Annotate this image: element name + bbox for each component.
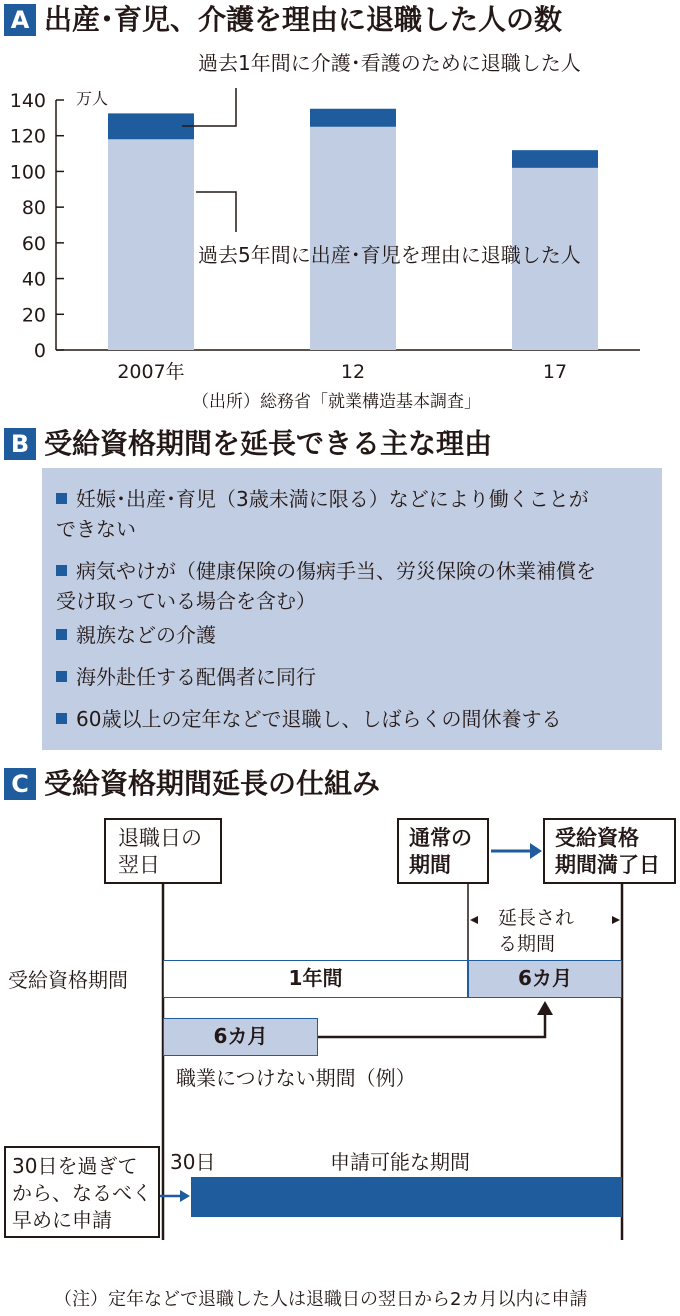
y-tick-label: 80 (21, 197, 46, 220)
arrow-right-icon (180, 1190, 190, 1202)
normal-period-box (397, 818, 489, 884)
unable-six-months-label: 6カ月 (213, 1024, 268, 1048)
period-label: 受給資格期間 (8, 968, 128, 992)
section-a-letter: A (4, 4, 36, 36)
normal-box-line: 通常の (409, 826, 472, 850)
footnote: （注）定年などで退職した人は退職日の翌日から2カ月以内に申請 (54, 1289, 588, 1310)
six-months-label: 6カ月 (518, 966, 572, 990)
reason-line: 妊娠･出産･育児（3歳未満に限る）などにより働くことが (76, 487, 589, 511)
unable-period-label: 職業につけない期間（例） (176, 1066, 416, 1090)
arrow-right-icon (530, 843, 542, 859)
x-tick-label: 17 (542, 361, 568, 383)
one-year-label: 1年間 (288, 966, 343, 990)
reason-line: できない (56, 517, 136, 541)
extended-label-line2: る期間 (498, 933, 556, 955)
section-c-title: 受給資格期間延長の仕組み (44, 767, 381, 800)
apply-box (4, 1146, 160, 1238)
apply-box-line: 早めに申請 (12, 1208, 112, 1232)
six-months-segment (468, 960, 622, 998)
y-tick-label: 60 (21, 232, 46, 255)
legend-childcare: 過去5年間に出産･育児を理由に退職した人 (198, 243, 581, 267)
end-box (543, 818, 676, 884)
one-year-segment (163, 960, 468, 998)
section-b-title: 受給資格期間を延長できる主な理由 (44, 427, 493, 460)
y-tick-label: 120 (9, 125, 46, 148)
arrow-up-icon (537, 1001, 553, 1015)
connector-line (318, 1013, 545, 1037)
y-tick-label: 40 (21, 268, 46, 291)
reason-line: 親族などの介護 (76, 623, 216, 647)
y-tick-label: 100 (9, 161, 46, 184)
legend-care: 過去1年間に介護･看護のために退職した人 (198, 51, 581, 75)
day30-label: 30日 (170, 1150, 216, 1174)
apply-period-bar (191, 1177, 622, 1217)
section-c-letter: C (4, 768, 36, 800)
extended-label-line1: 延長され (494, 906, 578, 930)
reason-line: 受け取っている場合を含む） (56, 589, 316, 613)
start-box (104, 818, 222, 884)
arrow-right-icon (612, 916, 620, 924)
reason-line: 海外赴任する配偶者に同行 (76, 665, 316, 689)
section-b-letter: B (4, 428, 36, 460)
y-tick-label: 0 (33, 340, 46, 362)
arrow-left-icon (470, 916, 478, 924)
unit-label: 万人 (76, 89, 109, 108)
apply-box-line: から、なるべく (12, 1181, 152, 1205)
apply-period-label: 申請可能な期間 (330, 1150, 470, 1174)
start-box-line: 翌日 (118, 853, 160, 877)
reason-line: 60歳以上の定年などで退職し、しばらくの間休養する (76, 707, 562, 731)
x-tick-label: 12 (340, 361, 366, 383)
normal-box-line: 期間 (409, 853, 451, 877)
end-box-line: 受給資格 (555, 826, 639, 850)
apply-box-line: 30日を過ぎて (12, 1154, 138, 1178)
y-tick-label: 20 (21, 304, 46, 327)
y-tick-label: 140 (9, 90, 46, 112)
start-box-line: 退職日の (118, 826, 202, 850)
source-note: （出所）総務省「就業構造基本調査」 (192, 392, 481, 412)
x-tick-label: 2007年 (117, 361, 185, 383)
unable-period-segment (163, 1018, 318, 1056)
section-a-title: 出産･育児、介護を理由に退職した人の数 (44, 3, 563, 36)
end-box-line: 期間満了日 (555, 853, 660, 877)
reason-line: 病気やけが（健康保険の傷病手当、労災保険の休業補償を (76, 559, 596, 583)
